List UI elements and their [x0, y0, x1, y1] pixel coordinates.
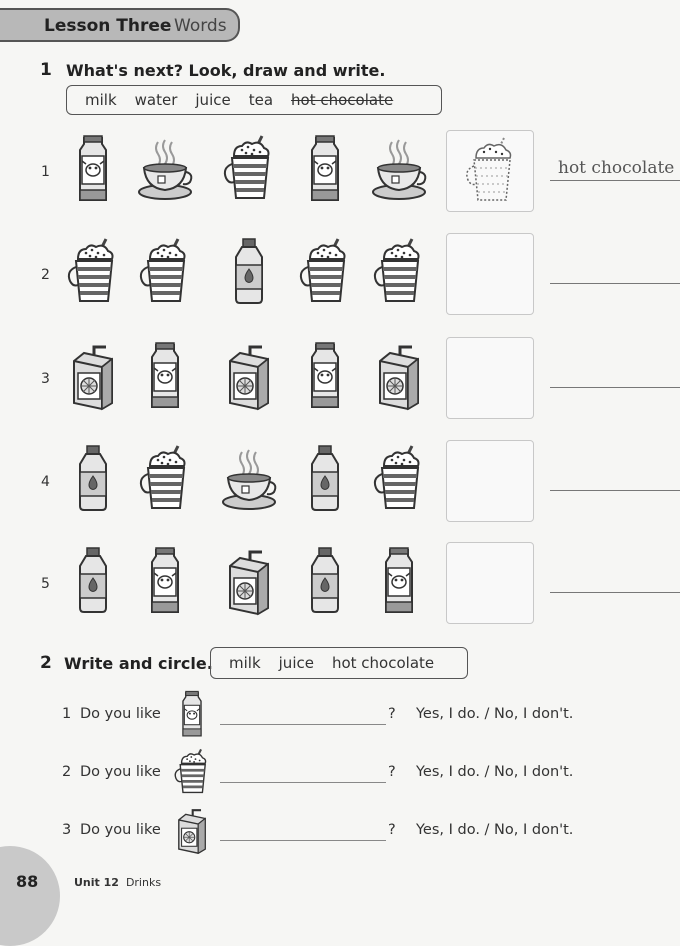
section2-number: 2 [40, 653, 52, 673]
tea-icon [214, 444, 284, 516]
answer-line[interactable] [220, 840, 386, 841]
yes-no-options[interactable]: Yes, I do. / No, I don't. [416, 822, 574, 838]
answer-line[interactable] [550, 180, 680, 181]
water-icon [298, 444, 352, 516]
word-bank-item-crossed: hot chocolate [291, 91, 394, 109]
hot-chocolate-icon [66, 237, 120, 309]
question-text: Do you like [80, 764, 161, 780]
lesson-subtitle: Words [174, 16, 227, 36]
question-number: 2 [62, 764, 72, 780]
hot-chocolate-icon [138, 237, 192, 309]
hot-chocolate-icon [222, 134, 276, 206]
answer-line[interactable] [550, 283, 680, 284]
row-number: 1 [41, 164, 50, 180]
drawing-box[interactable] [446, 542, 534, 624]
question-text: Do you like [80, 706, 161, 722]
section1-title: What's next? Look, draw and write. [66, 61, 386, 80]
section2-word-bank [210, 647, 468, 679]
lesson-header [0, 8, 240, 42]
answer-line[interactable] [550, 387, 680, 388]
hot-chocolate-icon [138, 444, 192, 516]
page-number: 88 [16, 872, 39, 891]
section1-number: 1 [40, 60, 52, 80]
question-mark: ? [388, 706, 396, 722]
word-bank-item: water [134, 91, 178, 109]
answer-text: hot chocolate [558, 158, 675, 178]
row-number: 5 [41, 576, 50, 592]
drawing-box[interactable] [446, 233, 534, 315]
milk-icon [298, 341, 352, 413]
question-mark: ? [388, 764, 396, 780]
hot-chocolate-icon [372, 237, 426, 309]
milk-icon [138, 546, 192, 618]
word-bank-item: tea [248, 91, 274, 109]
answer-line[interactable] [550, 490, 680, 491]
question-mark: ? [388, 822, 396, 838]
milk-icon [172, 690, 212, 740]
unit-label [74, 876, 161, 889]
tea-icon [364, 134, 434, 206]
row-number: 4 [41, 474, 50, 490]
hot-chocolate-icon [172, 748, 212, 798]
answer-line[interactable] [550, 592, 680, 593]
answer-line[interactable] [220, 782, 386, 783]
water-icon [222, 237, 276, 309]
yes-no-options[interactable]: Yes, I do. / No, I don't. [416, 764, 574, 780]
section2-title: Write and circle. [64, 654, 213, 673]
juice-icon [222, 341, 276, 413]
water-icon [66, 546, 120, 618]
word-bank-item: milk [229, 654, 261, 672]
question-text: Do you like [80, 822, 161, 838]
hot-chocolate-dotted-icon [464, 136, 518, 208]
unit-number: Unit 12 [74, 876, 119, 889]
milk-icon [138, 341, 192, 413]
word-bank-item: hot chocolate [331, 654, 435, 672]
juice-icon [372, 341, 426, 413]
lesson-title: Lesson Three [44, 16, 172, 36]
answer-line[interactable] [220, 724, 386, 725]
milk-icon [66, 134, 120, 206]
word-bank-item: juice [195, 91, 231, 109]
section1-word-bank [66, 85, 442, 115]
word-bank-item: milk [85, 91, 117, 109]
hot-chocolate-icon [372, 444, 426, 516]
drawing-box[interactable] [446, 337, 534, 419]
row-number: 3 [41, 371, 50, 387]
drawing-box[interactable] [446, 440, 534, 522]
question-number: 1 [62, 706, 72, 722]
juice-icon [66, 341, 120, 413]
unit-title: Drinks [125, 876, 162, 889]
row-number: 2 [41, 267, 50, 283]
water-icon [298, 546, 352, 618]
juice-icon [222, 546, 276, 618]
question-number: 3 [62, 822, 72, 838]
hot-chocolate-icon [298, 237, 352, 309]
word-bank-item: juice [278, 654, 314, 672]
tea-icon [130, 134, 200, 206]
juice-icon [172, 806, 212, 856]
milk-icon [298, 134, 352, 206]
water-icon [66, 444, 120, 516]
page-number-circle [0, 846, 60, 946]
yes-no-options[interactable]: Yes, I do. / No, I don't. [416, 706, 574, 722]
milk-icon [372, 546, 426, 618]
